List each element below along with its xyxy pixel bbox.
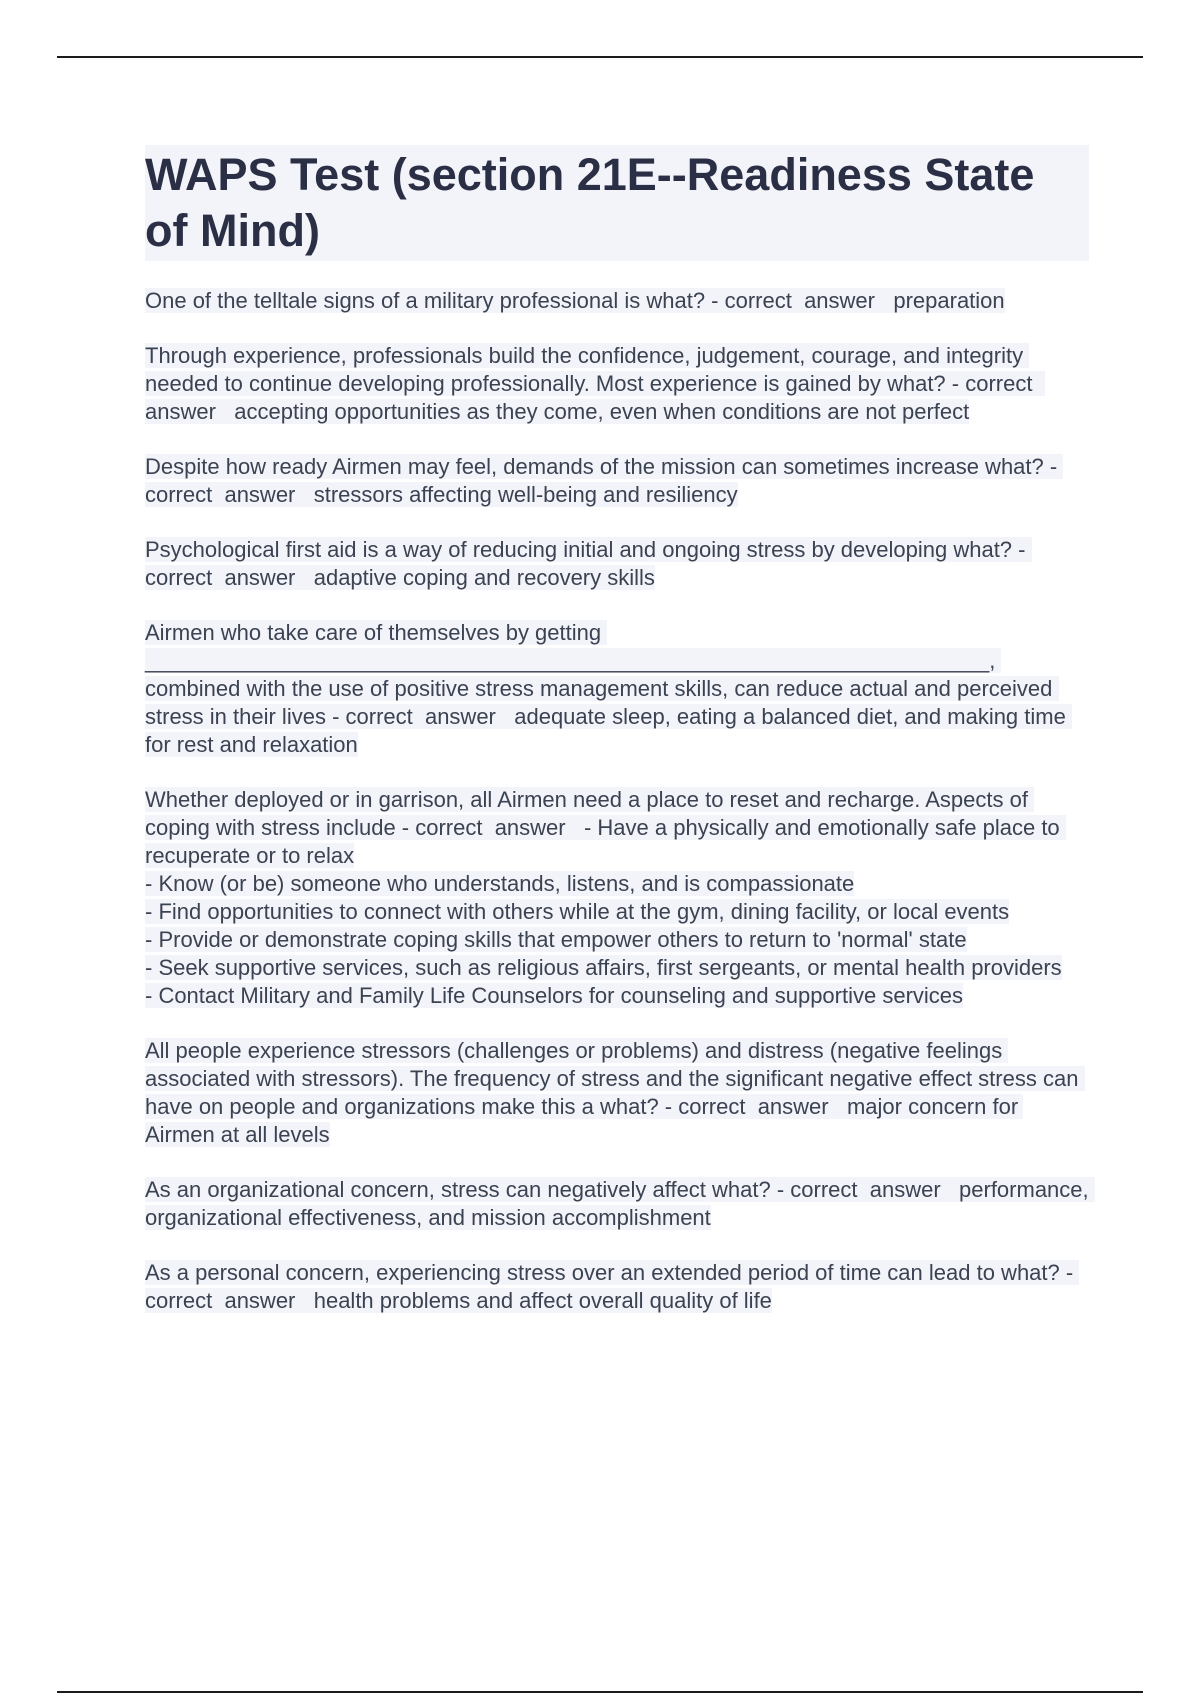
answer-text: preparation xyxy=(893,288,1005,313)
document-title: WAPS Test (section 21E--Readiness State of Mind) xyxy=(145,149,1035,256)
answer-text: accepting opportunities as they come, even when conditions are not perfect xyxy=(234,399,970,424)
qa-item xyxy=(145,287,1089,315)
answer-text: performance, organizational effectiveness, and mission accomplishment xyxy=(145,1177,1095,1230)
answer-separator: - correct answer xyxy=(658,1094,847,1119)
question-text: Through experience, professionals build the confidence, judgement, courage, and integrity needed to continue developing professionally. Most experience is gained by what? xyxy=(145,343,1030,396)
question-text: Airmen who take care of themselves by getting _____________________________________________________________________, combined with the use of positive stress management skills, can reduce actual and perceived stress in their lives xyxy=(145,620,1059,729)
qa-item xyxy=(145,342,1089,426)
answer-separator: - correct answer xyxy=(705,288,894,313)
answer-text: health problems and affect overall quality of life xyxy=(313,1288,772,1313)
answer-separator: - correct answer xyxy=(145,1260,1080,1313)
question-text: Psychological first aid is a way of reducing initial and ongoing stress by developing what? xyxy=(145,537,1013,562)
question-text: As an organizational concern, stress can negatively affect what? xyxy=(145,1177,771,1202)
answer-separator: - correct answer xyxy=(145,454,1064,507)
answer-separator: - correct answer xyxy=(145,371,1045,424)
qa-item xyxy=(145,453,1089,509)
document-body xyxy=(145,145,1095,1342)
question-text: All people experience stressors (challenges or problems) and distress (negative feelings associated with stressors). The frequency of stress and the significant negative effect stress can have on people and organizations make this a what? xyxy=(145,1038,1085,1119)
answer-text: adequate sleep, eating a balanced diet, and making time for rest and relaxation xyxy=(145,704,1072,757)
qa-item xyxy=(145,786,1089,1010)
answer-separator: - correct answer xyxy=(770,1177,960,1202)
bottom-rule xyxy=(57,1691,1143,1693)
question-text: Whether deployed or in garrison, all Airmen need a place to reset and recharge. Aspects of coping with stress include xyxy=(145,787,1035,840)
top-rule xyxy=(57,56,1143,58)
qa-item xyxy=(145,1037,1089,1149)
qa-item xyxy=(145,536,1089,592)
answer-text: major concern for Airmen at all levels xyxy=(145,1094,1024,1147)
answer-text: - Have a physically and emotionally safe place to recuperate or to relax - Know (or be) someone who understands, listens, and is compassionate - Find opportunities to connect with others while at the gym, dining facility, or local events - Provide or demonstrate coping skills that empower others to return to 'normal' state - Seek supportive services, such as religious affairs, first sergeants, or mental health providers - Contact Military and Family Life Counselors for counseling and supportive services xyxy=(145,815,1066,1008)
qa-item xyxy=(145,1259,1089,1315)
answer-text: adaptive coping and recovery skills xyxy=(313,565,655,590)
qa-item xyxy=(145,1176,1095,1232)
answer-text: stressors affecting well-being and resiliency xyxy=(313,482,738,507)
answer-separator: - correct answer xyxy=(325,704,515,729)
qa-item xyxy=(145,619,1089,759)
question-text: One of the telltale signs of a military professional is what? xyxy=(145,288,706,313)
question-text: As a personal concern, experiencing stress over an extended period of time can lead to what? xyxy=(145,1260,1060,1285)
answer-separator: - correct answer xyxy=(145,537,1032,590)
answer-separator: - correct answer xyxy=(395,815,584,840)
question-text: Despite how ready Airmen may feel, demands of the mission can sometimes increase what? xyxy=(145,454,1044,479)
title-block xyxy=(145,145,1089,261)
